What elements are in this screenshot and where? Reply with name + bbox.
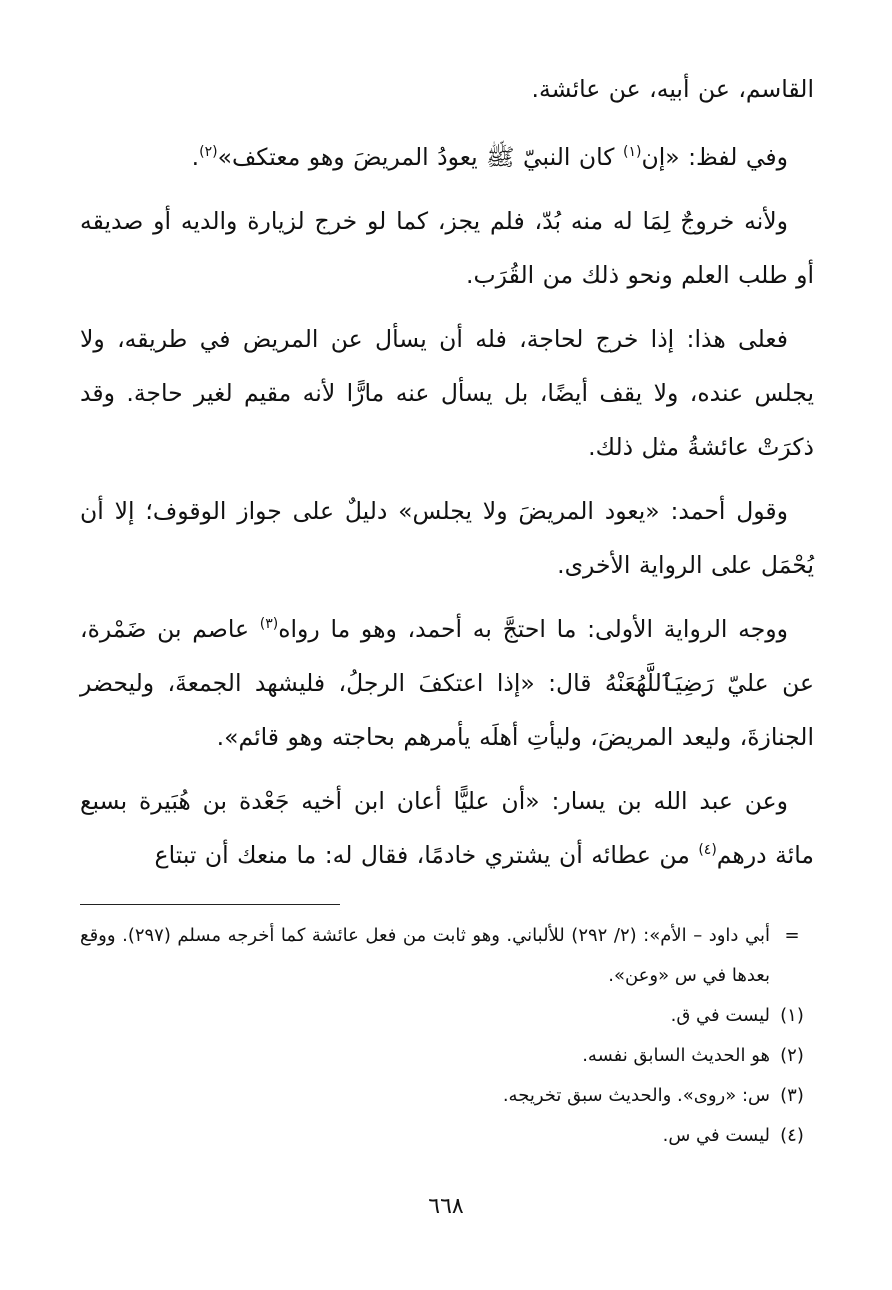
footnote-number: (٤) <box>780 1125 804 1146</box>
paragraph-6 <box>80 602 814 764</box>
paragraph-6-text-a: ووجه الرواية الأولى: ما احتجَّ به أحمد، وهو ما رواه <box>278 615 788 643</box>
footnote-ref-1[interactable]: (١) <box>622 144 642 161</box>
paragraph-3-text: ولأنه خروجٌ لِمَا له منه بُدّ، فلم يجز، كما لو خرج لزيارة والديه أو صديقه أو طلب العلم ونحو ذلك من القُرَب. <box>80 207 814 289</box>
paragraph-2-text-a: وفي لفظ: «إن <box>641 143 788 171</box>
footnote-item <box>80 1116 814 1156</box>
paragraph-2-text-c: . <box>191 143 200 171</box>
footnote-item <box>80 996 814 1036</box>
footnote-text: س: «روى». والحديث سبق تخريجه. <box>502 1085 770 1106</box>
page-number: ٦٦٨ <box>428 1194 464 1219</box>
footnote-number: (١) <box>780 1005 804 1026</box>
footnote-text: ليست في ق. <box>670 1005 770 1026</box>
paragraph-3 <box>80 194 814 302</box>
paragraph-7-text-b: من عطائه أن يشتري خادمًا، فقال له: ما منعك أن تبتاع <box>154 841 699 869</box>
paragraph-4-text: فعلى هذا: إذا خرج لحاجة، فله أن يسأل عن المريض في طريقه، ولا يجلس عنده، ولا يقف أيضًا، بل يسأل عنه مارًّا لأنه مقيم لغير حاجة. وقد ذكرَتْ عائشةُ مثل ذلك. <box>80 325 814 461</box>
paragraph-5-text: وقول أحمد: «يعود المريضَ ولا يجلس» دليلٌ على جواز الوقوف؛ إلا أن يُحْمَل على الرواية الأخرى. <box>80 497 814 579</box>
paragraph-2-text-b: كان النبيّ ﷺ يعودُ المريضَ وهو معتكف» <box>217 143 623 171</box>
paragraph-5 <box>80 484 814 592</box>
paragraph-7-text-a: وعن عبد الله بن يسار: «أن عليًّا أعان ابن أخيه جَعْدة بن هُبَيرة بسبع مائة درهم <box>80 787 814 869</box>
footnote-text: ليست في س. <box>662 1125 770 1146</box>
footnote-continuation-marker: = <box>784 925 800 946</box>
footnote-divider <box>80 904 340 905</box>
paragraph-7 <box>80 774 814 882</box>
paragraph-6-text-b: عاصم بن ضَمْرة، عن عليّ رَضِيَٱللَّهُعَنْهُ قال: «إذا اعتكفَ الرجلُ، فليشهد الجمعةَ، وليحضر الجنازةَ، وليعد المريضَ، وليأتِ أهلَه يأمرهم بحاجته وهو قائم». <box>80 615 814 751</box>
page-body <box>80 62 814 892</box>
footnote-ref-3[interactable]: (٣) <box>259 616 279 633</box>
paragraph-4 <box>80 312 814 474</box>
footnote-number: (٢) <box>780 1045 804 1066</box>
footnote-item <box>80 1036 814 1076</box>
footnote-number: (٣) <box>780 1085 804 1106</box>
paragraph-1-text: القاسم، عن أبيه، عن عائشة. <box>531 75 814 103</box>
footnote-text: هو الحديث السابق نفسه. <box>582 1045 770 1066</box>
footnote-list <box>80 916 814 1156</box>
footnote-continuation-text: أبي داود – الأم»: (٢/ ٢٩٢) للألباني. وهو ثابت من فعل عائشة كما أخرجه مسلم (٢٩٧). ووقع بعدها في س «وعن». <box>80 925 770 986</box>
footnote-ref-2[interactable]: (٢) <box>199 144 218 161</box>
footnote-ref-4[interactable]: (٤) <box>698 842 717 859</box>
footnote-item <box>80 1076 814 1116</box>
paragraph-1 <box>80 62 814 116</box>
footnote-continuation <box>80 916 814 996</box>
paragraph-2 <box>80 130 814 184</box>
